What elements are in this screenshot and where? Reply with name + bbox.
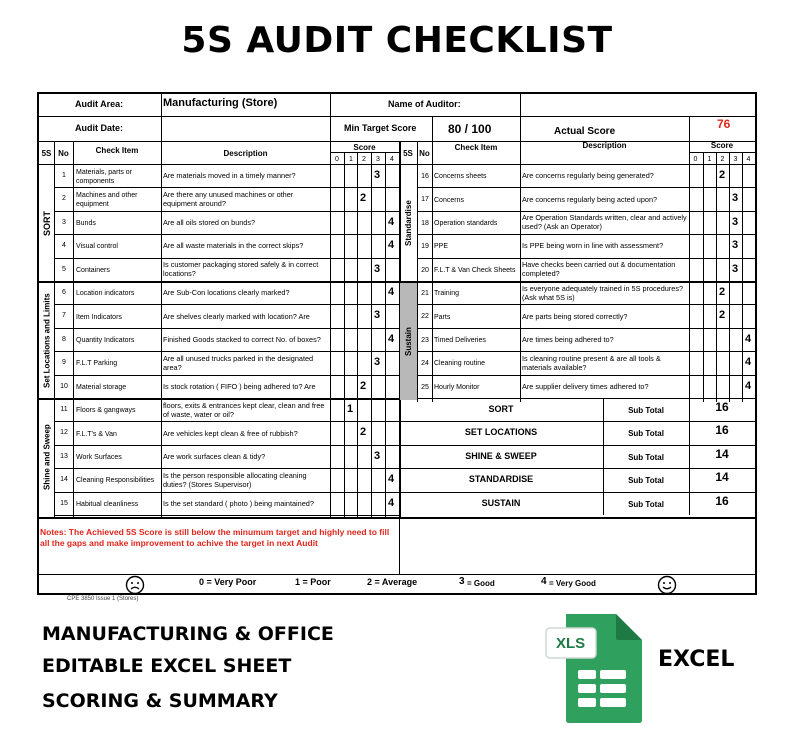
description: Are concerns regularly being generated? bbox=[522, 171, 654, 181]
score-col-right-0: 0 bbox=[693, 156, 698, 163]
subtotal-label: Sub Total bbox=[628, 476, 664, 486]
col-description: Description bbox=[223, 149, 268, 158]
score-mark[interactable]: 4 bbox=[388, 473, 395, 486]
min-target-label: Min Target Score bbox=[344, 123, 417, 133]
check-item: Containers bbox=[76, 266, 110, 274]
description: Are times being adhered to? bbox=[522, 334, 614, 344]
description: Are all oils stored on bunds? bbox=[163, 217, 256, 227]
col-score-right: Score bbox=[710, 141, 734, 150]
check-item: Training bbox=[434, 290, 460, 298]
row-number: 11 bbox=[60, 406, 68, 413]
description: Are shelves clearly marked with location? Are bbox=[163, 311, 310, 321]
description: Are concerns regularly being acted upon? bbox=[522, 194, 658, 204]
legend-poor: 1 = Poor bbox=[295, 577, 331, 587]
row-number: 12 bbox=[60, 429, 68, 437]
section-standardise: Standardise bbox=[404, 200, 413, 247]
legend-good: = Good bbox=[467, 579, 495, 588]
score-col-2: 2 bbox=[362, 156, 366, 163]
tagline-manufacturing: MANUFACTURING & OFFICE bbox=[42, 623, 334, 645]
row-number: 19 bbox=[421, 243, 429, 251]
check-item: F.L.T & Van Check Sheets bbox=[434, 266, 516, 274]
check-item: Hourly Monitor bbox=[434, 383, 480, 391]
score-mark[interactable]: 3 bbox=[732, 215, 739, 228]
subtotal-label: Sub Total bbox=[628, 406, 664, 415]
footer-reference: CPE 3850 Issue 1 (Stores) bbox=[67, 596, 139, 602]
description: Are parts being stored correctly? bbox=[522, 311, 628, 321]
subtotal-label: Sub Total bbox=[628, 499, 664, 509]
check-item: Item Indicators bbox=[76, 313, 122, 321]
subtotal-value: 14 bbox=[715, 470, 729, 485]
description: Is cleaning routine present & are all tools & materials available? bbox=[522, 353, 661, 372]
check-item: PPE bbox=[434, 243, 449, 251]
score-col-4: 4 bbox=[390, 156, 394, 163]
col-5s: 5S bbox=[41, 149, 52, 158]
description: Is PPE being worn in line with assessment? bbox=[522, 241, 664, 251]
row-number: 14 bbox=[60, 476, 68, 484]
subtotal-label: Sub Total bbox=[628, 429, 664, 439]
row-number: 21 bbox=[421, 290, 429, 297]
row-number: 10 bbox=[60, 382, 68, 390]
summary-label: SET LOCATIONS bbox=[464, 427, 538, 438]
check-item: Location indicators bbox=[76, 290, 135, 298]
check-item: Material storage bbox=[76, 383, 127, 391]
score-mark[interactable]: 2 bbox=[719, 286, 726, 298]
auditor-field[interactable] bbox=[521, 95, 753, 115]
check-item: F.L.T's & Van bbox=[76, 430, 117, 438]
section-sort: SORT bbox=[42, 211, 52, 237]
check-item: Parts bbox=[434, 313, 451, 321]
check-item: Quantity Indicators bbox=[76, 336, 135, 344]
col-score: Score bbox=[353, 143, 376, 152]
description: Are there any unused machines or other equipment around? bbox=[163, 190, 294, 209]
summary-label: SUSTAIN bbox=[481, 497, 521, 508]
score-mark[interactable]: 2 bbox=[719, 309, 726, 322]
check-item: Bunds bbox=[76, 219, 96, 227]
check-item: Habitual cleanliness bbox=[76, 500, 139, 508]
description: Finished Goods stacked to correct No. of boxes? bbox=[163, 334, 321, 344]
legend-very-good-number: 4 bbox=[541, 576, 547, 587]
section-set-locations: Set Locations and Limits bbox=[42, 293, 52, 388]
col-no-right: No bbox=[419, 149, 430, 158]
row-number: 9 bbox=[62, 359, 66, 367]
check-item: Operation standards bbox=[434, 219, 498, 227]
score-mark[interactable]: 3 bbox=[374, 309, 381, 322]
description: Are Sub-Con locations clearly marked? bbox=[163, 288, 290, 298]
score-mark[interactable]: 4 bbox=[388, 496, 395, 509]
legend-very-good: = Very Good bbox=[549, 579, 596, 588]
check-item: Work Surfaces bbox=[76, 453, 122, 461]
subtotal-value: 16 bbox=[715, 493, 729, 508]
check-item: Concerns sheets bbox=[434, 173, 487, 181]
row-number: 17 bbox=[421, 196, 429, 204]
score-col-right-4: 4 bbox=[746, 156, 751, 163]
description: Is everyone adequately trained in 5S procedures? (Ask what 5S is) bbox=[522, 283, 684, 302]
section-shine-sweep: Shine and Sweep bbox=[42, 424, 52, 491]
row-number: 20 bbox=[421, 266, 429, 274]
page-title: 5S AUDIT CHECKLIST bbox=[181, 20, 613, 61]
check-item: F.L.T Parking bbox=[76, 360, 118, 368]
score-mark[interactable]: 4 bbox=[388, 239, 395, 252]
audit-sheet bbox=[37, 92, 757, 595]
xls-badge: XLS bbox=[556, 635, 586, 652]
score-mark[interactable]: 3 bbox=[374, 169, 381, 181]
score-col-1: 1 bbox=[349, 156, 353, 163]
summary-label: SHINE & SWEEP bbox=[465, 450, 537, 461]
row-number: 16 bbox=[421, 173, 429, 180]
min-target-value: 80 / 100 bbox=[448, 122, 492, 136]
audit-date-label: Audit Date: bbox=[75, 123, 123, 133]
tagline-scoring: SCORING & SUMMARY bbox=[42, 690, 278, 712]
legend-very-poor: 0 = Very Poor bbox=[199, 577, 257, 587]
actual-score-value: 76 bbox=[717, 117, 731, 131]
score-mark[interactable]: 4 bbox=[745, 356, 752, 369]
col-5s-right: 5S bbox=[403, 149, 413, 158]
row-number: 24 bbox=[421, 360, 429, 368]
description: Have checks been carried out & documentation completed? bbox=[522, 260, 676, 279]
check-item: Machines and other equipment bbox=[76, 192, 138, 209]
description: Are vehicles kept clean & free of rubbish? bbox=[163, 428, 298, 438]
score-mark[interactable]: 3 bbox=[732, 192, 739, 205]
legend-average: 2 = Average bbox=[367, 577, 418, 587]
score-mark[interactable]: 3 bbox=[732, 262, 739, 275]
description: Is the person responsible allocating cleaning duties? (Stores Supervisor) bbox=[163, 470, 307, 489]
col-check-item-right: Check Item bbox=[454, 143, 498, 152]
description: Is customer packaging stored safely & in correct locations? bbox=[163, 260, 319, 279]
description: Is stock rotation ( FIFO ) being adhered to? Are bbox=[163, 381, 316, 391]
row-number: 3 bbox=[62, 218, 66, 226]
row-number: 4 bbox=[62, 242, 66, 250]
score-mark[interactable]: 4 bbox=[388, 286, 395, 298]
col-no: No bbox=[58, 149, 69, 158]
legend-good-number: 3 bbox=[459, 576, 465, 587]
description: floors, exits & entrances kept clear, clean and free of waste, water or oil? bbox=[163, 400, 325, 419]
check-item: Concerns bbox=[434, 196, 464, 204]
score-mark[interactable]: 3 bbox=[374, 262, 381, 275]
check-item: Cleaning Responsibilities bbox=[76, 477, 155, 485]
description: Are all waste materials in the correct skips? bbox=[163, 241, 304, 251]
description: Are supplier delivery times adhered to? bbox=[522, 381, 649, 391]
subtotal-value: 14 bbox=[715, 446, 729, 461]
check-item: Timed Deliveries bbox=[434, 336, 486, 344]
score-mark[interactable]: 4 bbox=[745, 332, 752, 345]
summary-label: STANDARDISE bbox=[468, 474, 534, 485]
score-mark[interactable]: 2 bbox=[360, 192, 367, 205]
section-sustain: Sustain bbox=[404, 327, 413, 356]
score-mark[interactable]: 1 bbox=[347, 403, 354, 415]
happy-face-icon bbox=[656, 575, 678, 595]
score-col-right-1: 1 bbox=[707, 156, 712, 163]
score-col-0: 0 bbox=[335, 156, 339, 163]
score-mark[interactable]: 4 bbox=[388, 332, 395, 345]
check-item: Materials, parts or components bbox=[76, 168, 133, 185]
row-number: 22 bbox=[421, 313, 429, 321]
score-mark[interactable]: 4 bbox=[388, 215, 395, 228]
description: Are materials moved in a timely manner? bbox=[163, 171, 296, 181]
row-number: 25 bbox=[421, 383, 429, 391]
score-mark[interactable]: 3 bbox=[374, 449, 381, 462]
score-mark[interactable]: 2 bbox=[360, 426, 367, 439]
score-mark[interactable]: 3 bbox=[732, 239, 739, 252]
summary-label: SORT bbox=[488, 404, 514, 414]
col-check-item: Check Item bbox=[95, 146, 139, 155]
row-number: 5 bbox=[62, 265, 66, 273]
description: Are all unused trucks parked in the designated area? bbox=[163, 353, 314, 372]
audit-date-field[interactable] bbox=[162, 117, 329, 140]
actual-score-label: Actual Score bbox=[554, 126, 616, 137]
subtotal-value: 16 bbox=[715, 423, 729, 438]
score-col-3: 3 bbox=[376, 156, 380, 163]
description: Is the set standard ( photo ) being maintained? bbox=[163, 498, 314, 508]
notes-text: Notes: The Achieved 5S Score is still below the minumum target and highly need to fill all the gaps and make improvement to achive the target in next Audit bbox=[40, 527, 390, 548]
row-number: 2 bbox=[62, 195, 66, 203]
subtotal-label: Sub Total bbox=[628, 452, 664, 462]
row-number: 7 bbox=[62, 312, 66, 320]
score-col-right-3: 3 bbox=[733, 156, 738, 163]
score-mark[interactable]: 2 bbox=[719, 169, 726, 181]
check-item: Cleaning routine bbox=[434, 360, 485, 368]
description: Are Operation Standards written, clear and actively used? (Ask an Operator) bbox=[522, 213, 687, 232]
score-mark[interactable]: 2 bbox=[360, 379, 367, 392]
row-number: 23 bbox=[421, 336, 429, 344]
description: Are work surfaces clean & tidy? bbox=[163, 451, 266, 461]
row-number: 6 bbox=[62, 289, 66, 296]
subtotal-value: 16 bbox=[715, 400, 729, 414]
excel-label: EXCEL bbox=[658, 647, 735, 672]
row-number: 13 bbox=[60, 452, 68, 460]
row-number: 15 bbox=[60, 499, 68, 507]
row-number: 18 bbox=[421, 219, 429, 227]
col-description-right: Description bbox=[582, 141, 627, 150]
check-item: Floors & gangways bbox=[76, 407, 136, 415]
row-number: 8 bbox=[62, 335, 66, 343]
score-mark[interactable]: 3 bbox=[374, 356, 381, 369]
excel-file-icon bbox=[544, 612, 644, 724]
auditor-label: Name of Auditor: bbox=[388, 99, 461, 109]
audit-area-value[interactable]: Manufacturing (Store) bbox=[163, 97, 278, 109]
tagline-editable: EDITABLE EXCEL SHEET bbox=[42, 655, 292, 677]
row-number: 1 bbox=[62, 172, 66, 179]
check-item: Visual control bbox=[76, 243, 118, 251]
audit-area-label: Audit Area: bbox=[75, 99, 124, 109]
sad-face-icon bbox=[124, 575, 146, 595]
score-mark[interactable]: 4 bbox=[745, 379, 752, 392]
score-col-right-2: 2 bbox=[720, 156, 725, 163]
